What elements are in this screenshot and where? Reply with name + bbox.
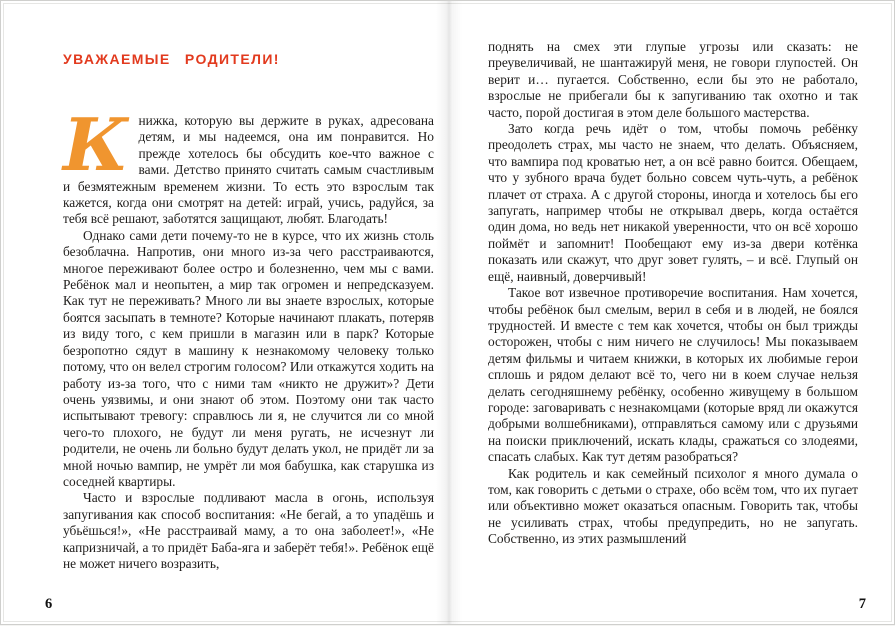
right-page-paragraphs xyxy=(488,121,858,548)
paragraph: Однако сами дети почему-то не в курсе, что их жизнь столь безоблачна. Напротив, они много из-за чего расстраиваются, многое переживают более остро и болезненно, чем мы с вами. Ребёнок мал и неопытен, а мир так огромен и непредсказуем. Как тут не переживать? Много ли вы знаете взрослых, которые боятся засыпать в темноте? Которые начинают плакать, потеряв из виду того, с кем пришли в магазин или в парк? Которые безропотно сядут в машину к незнакомому человеку только потому, что он велел строгим голосом? Или откажутся ходить на работу из-за того, что с ними там «никто не дружит»? Дети очень уязвимы, и они знают об этом. Поэтому они так часто испытывают тревогу: справлюсь ли я, не случится ли со мной чего-то плохого, не будут ли меня ругать, не исчезнут ли родители, не очень ли больно будут делать укол, не придёт ли за мной ночью вампир, не умрёт ли моя бабушка, как старушка из соседней квартиры. xyxy=(63,227,434,489)
right-page xyxy=(449,1,895,626)
left-page-paragraphs xyxy=(63,228,434,573)
left-page-text-column xyxy=(63,102,434,613)
paragraph: Часто и взрослые подливают масла в огонь, используя запугивания как способ воспитания: «Не бегай, а то упадёшь и убьёшься!», «Не расстраивай маму, а то она заболеет!», «Не капризничай, а то придёт Баба-яга и заберёт тебя!». Ребёнок ещё не может ничего возразить, xyxy=(63,490,434,571)
paragraph: Как родитель и как семейный психолог я много думала о том, как говорить с детьми о страхе, обо всём том, что их пугает или объективно может оказаться опасным. Говорить так, чтобы не усиливать страх, чтобы предупредить, но не запугать. Собственно, из этих размышлений xyxy=(488,465,858,547)
paragraph: Зато когда речь идёт о том, чтобы помочь ребёнку преодолеть страх, мы часто не знаем, что делать. Объясняем, что вампира под кроватью нет, а он всё равно боится. Обещаем, что у зубного врача будет больно совсем чуть-чуть, а ребёнок плачет от страха. А с другой стороны, иногда и хотелось бы его запугать, например чтобы не открывал дверь, когда остаётся один дома, но ведь нет никакой уверенности, что он всё хорошо поймёт и запомнит! Пообещают ему из-за двери котёнка показать или скажут, что друг зовет гулять, – и всё. Глупый он ещё, наивный, доверчивый! xyxy=(488,121,858,284)
page-number-right: 7 xyxy=(858,596,866,612)
continued-paragraph xyxy=(488,39,858,121)
left-page xyxy=(1,1,448,626)
chapter-heading: УВАЖАЕМЫЕ РОДИТЕЛИ! xyxy=(63,51,280,67)
dropcap-letter: К xyxy=(63,102,129,187)
lead-paragraph-text: нижка, которую вы держите в руках, адресована детям, и мы надеемся, она им понравится. Но прежде хотелось бы обсудить кое-что важное с вами. Детство принято считать самым счастливым и безмятежным временем жизни. То есть это взрослым так кажется, когда они смотрят на детей: играй, учись, радуйся, за тебя всё решают, заботятся защищают, любят. Благодать! xyxy=(63,113,434,227)
lead-paragraph xyxy=(63,102,434,228)
right-page-text-column xyxy=(488,39,858,613)
continued-paragraph-text: поднять на смех эти глупые угрозы или сказать: не преувеличивай, не шантажируй меня, не говори глупостей. Он верит и… пугается. Собственно, если бы это не работало, взрослые не прибегали бы к запугиванию так охотно и так часто, порой достигая в этом деле большого мастерства. xyxy=(488,39,858,120)
page-number-left: 6 xyxy=(45,596,53,612)
paragraph: Такое вот извечное противоречие воспитания. Нам хочется, чтобы ребёнок был смелым, верил в себя и в людей, не боялся трудностей. И вместе с тем как хочется, чтобы он был трижды осторожен, чтобы с ним ничего не случилось! Мы показываем детям фильмы и читаем книжки, в которых их любимые герои сплошь и рядом делают всё то, чего ни в коем случае нельзя делать сегодняшнему ребёнку, особенно живущему в большом городе: заговаривать с незнакомцами (которые вряд ли окажутся добрыми волшебниками), отправляться самому или с друзьями на поиски приключений, искать клады, сражаться со злодеями, спасать слабых. Как тут детям разобраться? xyxy=(488,285,858,465)
